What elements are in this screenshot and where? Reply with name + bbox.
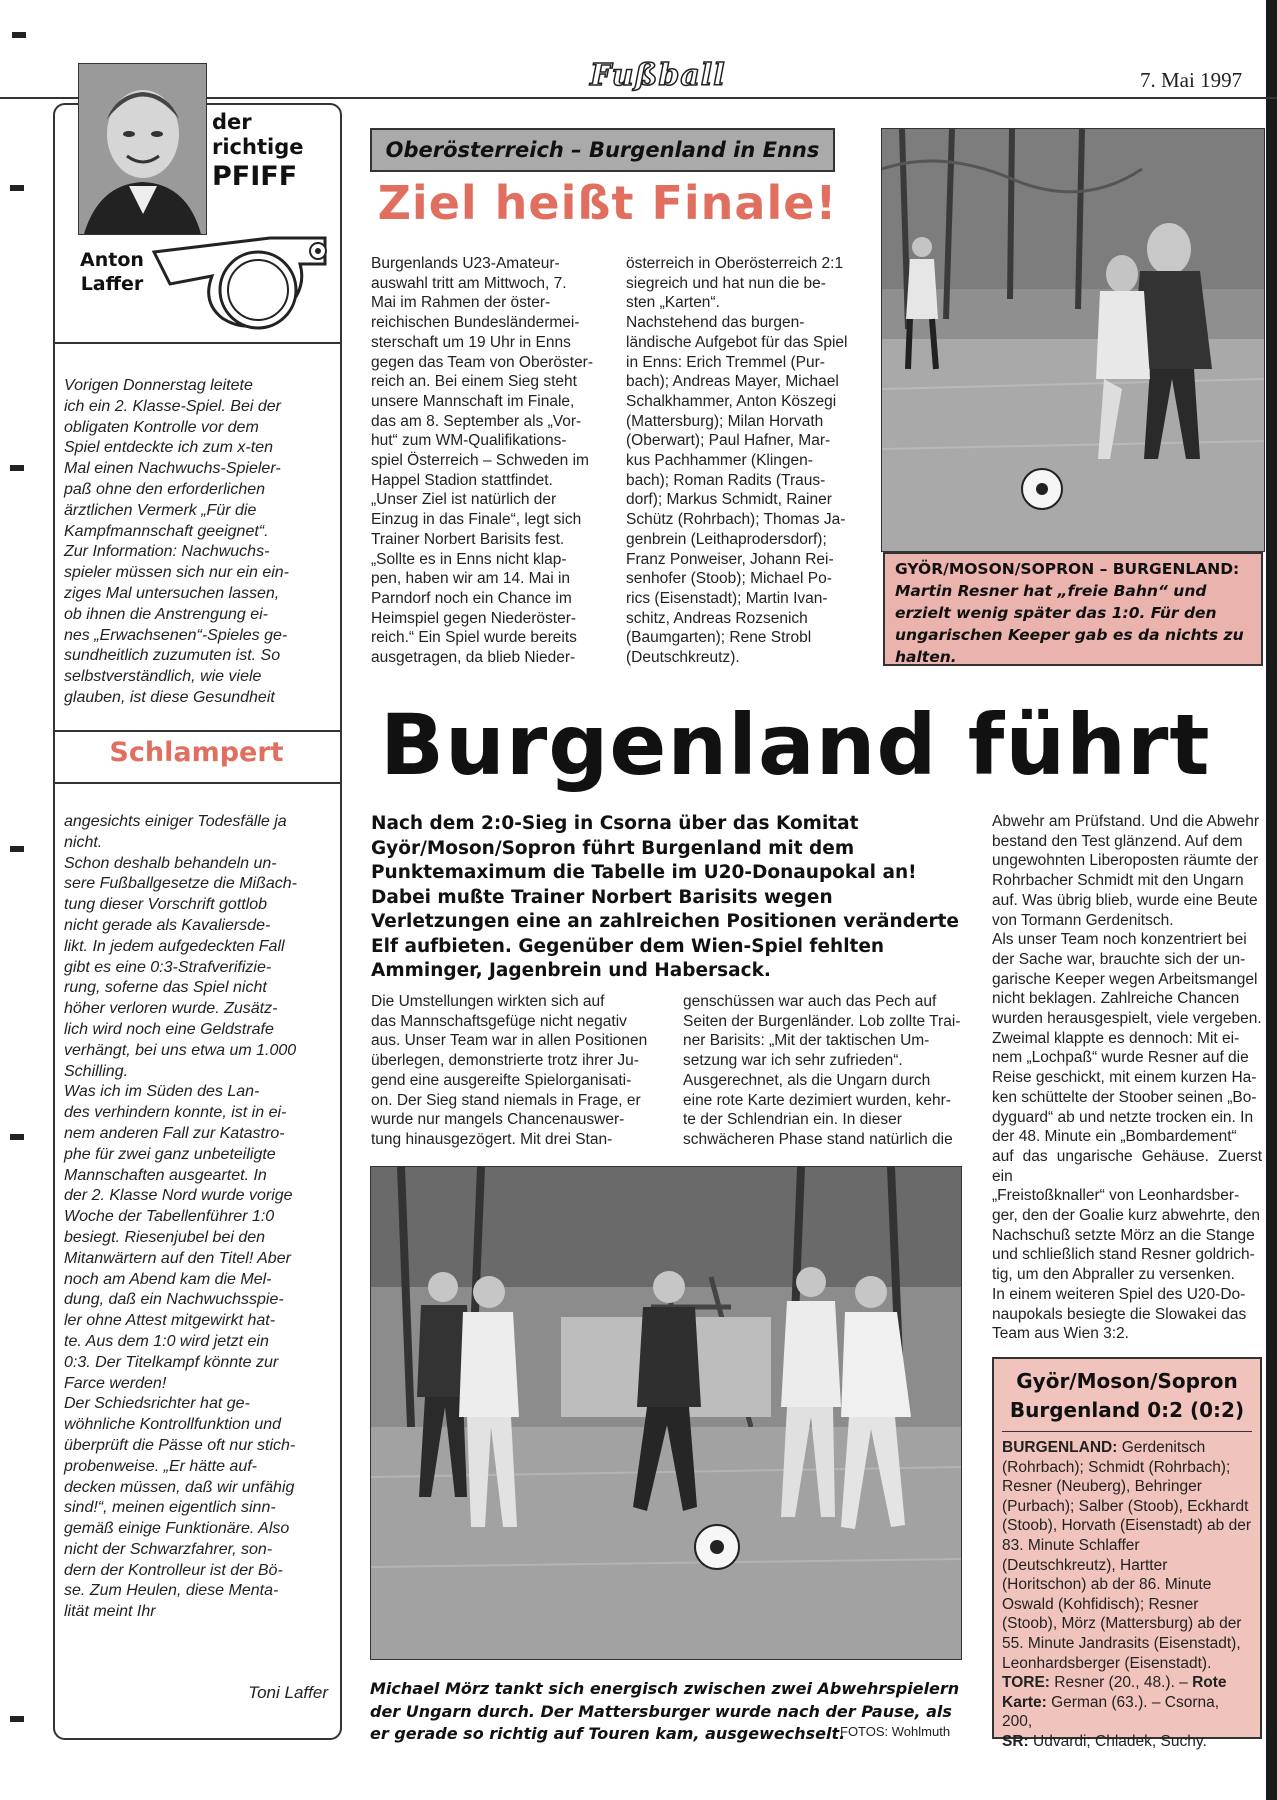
lineup-text: Gerdenitsch (Rohrbach); Schmidt (Rohrbach); Resner (Neuberg), Behringer (Purbach); Salber (Stoob), Eckhardt (Stoob), Horvath (Eisenstadt) ab der 83. Minute Schlaffer (Deutschkreutz), Hartter (Horitschon) ab der 86. Minute Oswald (Kohfidisch); Resner (Stoob), Mörz (Mattersburg) ab der 55. Minute Jandrasits (Eisenstadt), Leonhardsberger (Eisenstadt). — [1002, 1439, 1251, 1672]
section-logo: Fußball — [590, 58, 726, 93]
author-name: Anton Laffer — [80, 249, 144, 295]
story1-caption-text: Martin Resner hat „freie Bahn“ und erzielt wenig später das 1:0. Für den ungarischen Keeper gab es da nichts zu halten. — [895, 582, 1244, 666]
column-divider — [53, 730, 340, 732]
column-title-line: der — [212, 110, 252, 134]
column-title-line: PFIFF — [212, 161, 298, 192]
goals-label: TORE: — [1002, 1674, 1050, 1692]
column-title-line: richtige — [212, 135, 304, 159]
story2-headline: Burgenland führt — [380, 696, 1211, 794]
whistle-icon — [150, 232, 340, 342]
column-signature: Toni Laffer — [248, 1683, 328, 1702]
story2-photo — [370, 1166, 962, 1660]
column-divider — [53, 342, 340, 344]
result-title-teams: Györ/Moson/Sopron — [1016, 1369, 1238, 1393]
red-card-text: German (63.). – Csorna, 200, — [1002, 1693, 1220, 1731]
story2-lead: Nach dem 2:0-Sieg in Csorna über das Komitat Györ/Moson/Sopron führt Burgenland mit dem Punktemaximum die Tabelle im U20-Donaupokal an! Dabei mußte Trainer Norbert Barisits wegen Verletzungen eine an zahlreichen Positionen veränderte Elf aufbieten. Gegenüber dem Wien-Spiel fehlten Amminger, Jagenbrein und Habersack. — [371, 813, 959, 981]
lineup-label: BURGENLAND: — [1002, 1439, 1118, 1456]
issue-date: 7. Mai 1997 — [1140, 68, 1243, 92]
binding-mark — [10, 1134, 24, 1140]
story1-kicker — [370, 128, 835, 172]
red-card-label: Rote Karte: — [1002, 1674, 1227, 1711]
referee-text: Udvardi; Chladek, Suchy. — [1028, 1732, 1207, 1750]
result-title — [994, 1359, 1260, 1425]
binding-mark — [10, 465, 24, 471]
result-box — [992, 1357, 1262, 1750]
column-title — [212, 110, 312, 193]
story1-photo — [881, 128, 1265, 552]
story2-column-1: Die Umstellungen wirkten sich auf das Mannschaftsgefüge nicht negativ aus. Unser Team war in allen Positionen überlegen, demonstrierte trotz ihrer Ju- gend eine ausgereifte Spielorganisati- on. Der Sieg stand niemals in Frage, er wurde nur mangels Chancenauswer- tung hinausgezögert. Mit drei Stan- — [371, 993, 648, 1148]
photo-credit: FOTOS: Wohlmuth — [840, 1724, 951, 1739]
column-divider — [53, 782, 340, 784]
story2-column-2: genschüssen war auch das Pech auf Seiten der Burgenländer. Lob zollte Trai- ner Barisits: „Mit der taktischen Um- setzung war ich sehr zufrieden“. Ausgerechnet, als die Ungarn durch eine rote Karte dezimiert wurden, kehr- te der Schlendrian ein. In dieser schwächeren Phase stand natürlich die — [683, 993, 961, 1148]
story1-caption-label: GYÖR/MOSON/SOPRON – BURGENLAND: — [895, 560, 1240, 578]
story2-column-3: Abwehr am Prüfstand. Und die Abwehr bestand den Test glänzend. Auf dem ungewohnten Liberoposten räumte der Rohrbacher Schmidt mit den Ungarn auf. Was übrig blieb, wurde eine Beute von Tormann Gerdenitsch. Als unser Team noch konzentriert bei der Sache war, brauchte sich der un- garische Keeper wegen Arbeitsmangel nicht beklagen. Zahlreiche Chancen wurden herausgespielt, viele vergeben. Zweimal klappte es dennoch: Mit ei- nem „Lochpaß“ wurde Resner auf die Reise geschickt, mit einem kurzen Ha- ken schüttelte der Stoober seinen „Bo- dyguard“ ab und netzte trocken ein. In der 48. Minute ein „Bombardement“ auf das ungarische Gehäuse. Zuerst ein „Freistoßknaller“ von Leonhardsber- ger, den der Goalie kurz abwehrte, den Nachschuß setzte Mörz an die Stange und schließlich stand Resner goldrich- tig, um den Abpraller zu versenken. In einem weiteren Spiel des U20-Do- naupokals besiegte die Slowakei das Team aus Wien 3:2. — [992, 813, 1262, 1343]
column-text-part2: angesichts einiger Todesfälle ja nicht. Schon deshalb behandeln un- sere Fußballgesetze die Mißach- tung dieser Vorschrift gottlob nicht gerade als Kavaliersde- likt. In jedem aufgedeckten Fall gibt es eine 0:3-Strafverifizie- rung, soferne das Spiel nicht höher verloren wurde. Zusätz- lich wird noch eine Geldstrafe verhängt, bei uns etwa um 1.000 Schilling. Was ich im Süden des Lan- des verhindern konnte, ist in ei- nem anderen Fall zur Katastro- phe für zwei ganz unbeteiligte Mannschaften ausgeartet. In der 2. Klasse Nord wurde vorige Woche der Tabellenführer 1:0 besiegt. Riesenjubel bei den Mitanwärtern auf den Titel! Aber noch am Abend kam die Mel- dung, daß ein Nachwuchsspie- ler ohne Attest mitgewirkt hat- te. Aus dem 1:0 wird jetzt ein 0:3. Der Titelkampf könnte zur Farce werden! Der Schiedsrichter hat ge- wöhnliche Kontrollfunktion und überprüft die Pässe oft nur stich- probenweise. „Er hätte auf- decken müssen, daß wir unfähig sind!“, meinen eigentlich sinn- gemäß einige Funktionäre. Also nicht der Schwarzfahrer, son- dern der Kontrolleur ist der Bö- se. Zum Heulen, diese Menta- lität meint Ihr — [64, 813, 297, 1621]
story2-photo-caption: Michael Mörz tankt sich energisch zwischen zwei Abwehrspielern der Ungarn durch. Der Mattersburger wurde nach der Pause, als er gerade so richtig auf Touren kam, ausgewechselt. — [370, 1679, 960, 1743]
binding-mark — [10, 1716, 24, 1722]
goals-text: Resner (20., 48.). – — [1049, 1674, 1188, 1692]
story1-column-1: Burgenlands U23-Amateur- auswahl tritt am Mittwoch, 7. Mai im Rahmen der öster- reichischen Bundesländermei- sterschaft um 19 Uhr in Enns gegen das Team von Oberöster- reich an. Bei einem Sieg steht unsere Mannschaft im Finale, das am 8. September als „Vor- hut“ zum WM-Qualifikations- spiel Österreich – Schweden im Happel Stadion stattfindet. „Unser Ziel ist natürlich der Einzug in das Finale“, legt sich Trainer Norbert Barisits fest. „Sollte es in Enns nicht klap- pen, haben wir am 14. Mai in Parndorf noch ein Chance im Heimspiel gegen Niederöster- reich.“ Ein Spiel wurde bereits ausgetragen, da blieb Nieder- — [371, 255, 594, 667]
story1-title: Ziel heißt Finale! — [377, 176, 838, 230]
author-photo — [78, 63, 207, 235]
story1-photo-caption — [883, 552, 1263, 666]
column-text-part1: Vorigen Donnerstag leitete ich ein 2. Klasse-Spiel. Bei der obligaten Kontrolle vor dem Spiel entdeckte ich zum x-ten Mal einen Nachwuchs-Spieler- paß ohne den erforderlichen ärztlichen Vermerk „Für die Kampfmannschaft geeignet“. Zur Information: Nachwuchs- spieler müssen sich nur ein ein- ziges Mal untersuchen lassen, ob ihnen die Anstrengung ei- nes „Erwachsenen“-Spieles ge- sundheitlich zuzumuten ist. So selbstverständlich, wie viele glauben, ist diese Gesundheit — [64, 377, 289, 706]
page-binding-edge — [1266, 0, 1277, 1800]
column-subhead: Schlampert — [109, 737, 284, 768]
referee-label: SR: — [1002, 1732, 1029, 1750]
binding-mark — [10, 846, 24, 852]
result-details — [994, 1436, 1260, 1754]
result-title-score: Burgenland 0:2 (0:2) — [1009, 1398, 1245, 1422]
binding-mark — [12, 32, 26, 38]
story1-column-2: österreich in Oberösterreich 2:1 siegreich und hat nun die be- sten „Karten“. Nachstehend das burgen- ländische Aufgebot für das Spiel in Enns: Erich Tremmel (Pur- bach); Andreas Mayer, Michael Schalkhammer, Anton Köszegi (Mattersburg); Milan Horvath (Oberwart); Paul Hafner, Mar- kus Pachhammer (Klingen- bach); Roman Radits (Traus- dorf); Markus Schmidt, Rainer Schütz (Rohrbach); Thomas Ja- genbrein (Leithaprodersdorf); Franz Ponweiser, Johann Rei- senhofer (Stoob); Michael Po- rics (Eisenstadt); Martin Ivan- schitz, Andreas Rozsenich (Baumgarten); Rene Strobl (Deutschkreutz). — [626, 255, 848, 667]
binding-mark — [10, 185, 24, 191]
story1-kicker-text: Oberösterreich – Burgenland in Enns — [385, 138, 820, 162]
result-divider — [1002, 1431, 1252, 1432]
